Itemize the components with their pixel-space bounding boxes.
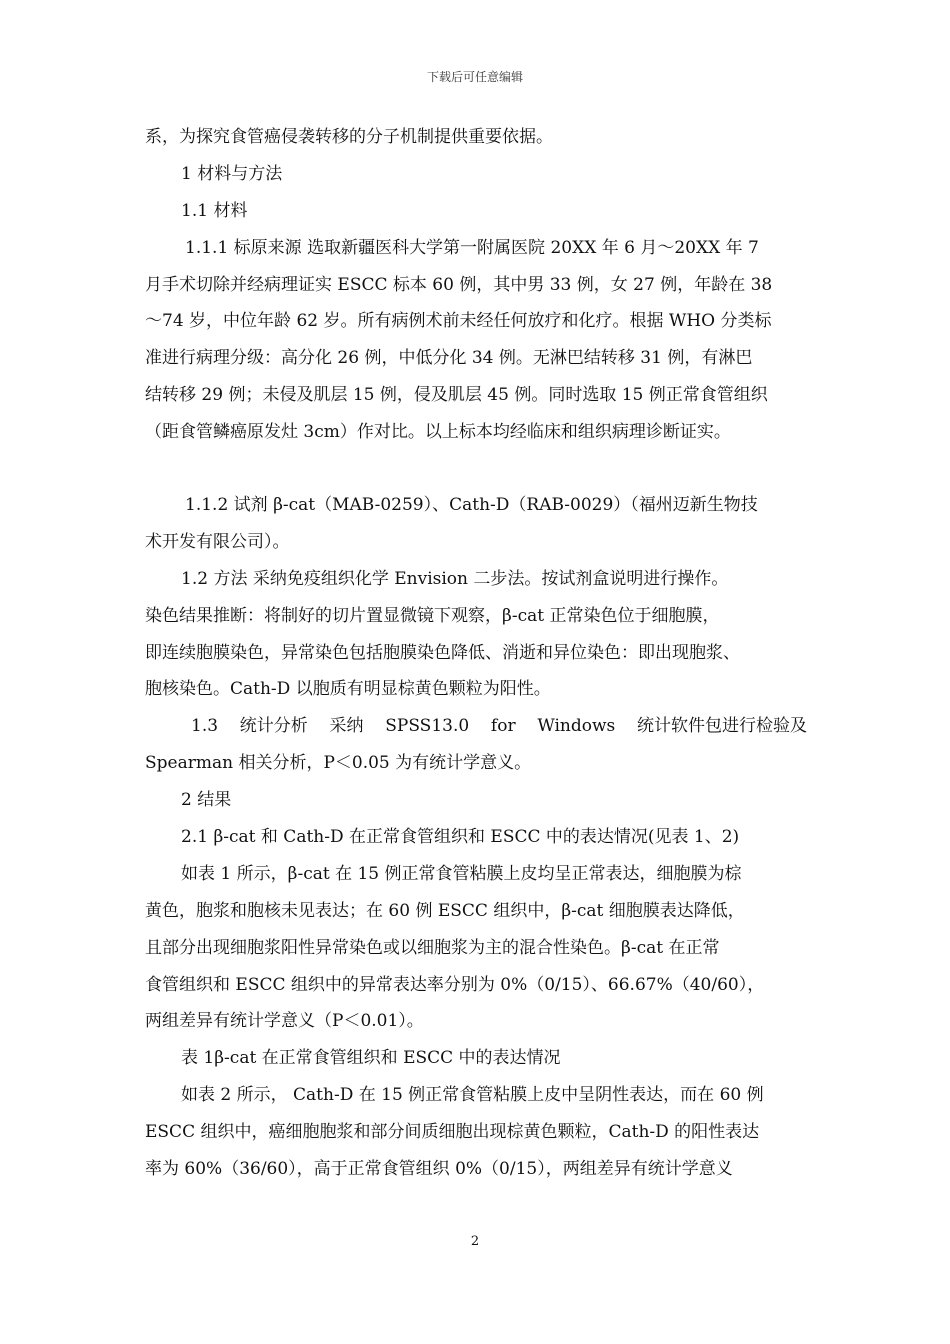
subsection-heading: 2.1 β-cat 和 Cath-D 在正常食管组织和 ESCC 中的表达情况(见表 1、2) [181, 827, 740, 848]
paragraph-line: 食管组织和 ESCC 组织中的异常表达率分别为 0%（0/15）、66.67%（40/60）， [145, 974, 765, 995]
table-caption: 表 1β-cat 在正常食管组织和 ESCC 中的表达情况 [181, 1048, 561, 1069]
paragraph-line: 月手术切除并经病理证实 ESCC 标本 60 例，其中男 33 例，女 27 例，年龄在 38 [145, 274, 773, 295]
paragraph-line: （距食管鳞癌原发灶 3cm）作对比。以上标本均经临床和组织病理诊断证实。 [145, 422, 731, 443]
paragraph-gap [145, 456, 807, 492]
text-segment: SPSS13.0 [385, 716, 470, 737]
paragraph-line: 如表 2 所示， Cath-D 在 15 例正常食管粘膜上皮中呈阴性表达，而在 60 例 [181, 1085, 764, 1106]
paragraph-line: 染色结果推断：将制好的切片置显微镜下观察，β-cat 正常染色位于细胞膜， [145, 605, 720, 626]
section-heading: 1 材料与方法 [181, 163, 283, 184]
paragraph-line: 准进行病理分级：高分化 26 例，中低分化 34 例。无淋巴结转移 31 例，有淋巴 [145, 348, 753, 369]
paragraph-line: 胞核染色。Cath-D 以胞质有明显棕黄色颗粒为阳性。 [145, 679, 551, 700]
text-segment: 1.3 [191, 716, 219, 737]
paragraph-line: 两组差异有统计学意义（P＜0.01）。 [145, 1011, 424, 1032]
paragraph-line: 率为 60%（36/60），高于正常食管组织 0%（0/15），两组差异有统计学意义 [145, 1159, 733, 1180]
paragraph-line: 结转移 29 例；未侵及肌层 15 例，侵及肌层 45 例。同时选取 15 例正常食管组织 [145, 385, 768, 406]
paragraph-line: ～74 岁，中位年龄 62 岁。所有病例术前未经任何放疗和化疗。根据 WHO 分类标 [145, 311, 772, 332]
paragraph-line: 1.1.2 试剂 β-cat（MAB-0259）、Cath-D（RAB-0029）（福州迈新生物技 [185, 495, 758, 516]
page-number: 2 [470, 1234, 480, 1249]
text-segment: 采纳 [329, 716, 364, 737]
paragraph-line: 如表 1 所示，β-cat 在 15 例正常食管粘膜上皮均呈正常表达，细胞膜为棕 [181, 863, 742, 884]
text-segment: for [490, 716, 516, 737]
subsection-heading: 1.1 材料 [181, 200, 248, 221]
paragraph-line: 1.2 方法 采纳免疫组织化学 Envision 二步法。按试剂盒说明进行操作。 [181, 568, 729, 589]
section-heading: 2 结果 [181, 790, 232, 811]
document-body [145, 124, 807, 1193]
page-header: 下载后可任意编辑 [426, 70, 523, 84]
paragraph-line: 且部分出现细胞浆阳性异常染色或以细胞浆为主的混合性染色。β-cat 在正常 [145, 937, 720, 958]
paragraph-line: ESCC 组织中，癌细胞胞浆和部分间质细胞出现棕黄色颗粒，Cath-D 的阳性表达 [145, 1122, 760, 1143]
paragraph-line: 术开发有限公司）。 [145, 531, 290, 552]
text-segment: Windows [537, 716, 616, 737]
text-segment: 统计软件包进行检验及 [637, 716, 807, 737]
paragraph-line: 1.1.1 标原来源 选取新疆医科大学第一附属医院 20XX 年 6 月～20XX 年 7 [185, 237, 759, 258]
paragraph-line: 即连续胞膜染色，异常染色包括胞膜染色降低、消逝和异位染色：即出现胞浆、 [145, 642, 740, 663]
paragraph-line: Spearman 相关分析，P＜0.05 为有统计学意义。 [145, 753, 532, 774]
paragraph-line-justified [145, 713, 807, 750]
paragraph-line: 系，为探究食管癌侵袭转移的分子机制提供重要依据。 [145, 127, 553, 147]
paragraph-line: 黄色，胞浆和胞核未见表达；在 60 例 ESCC 组织中，β-cat 细胞膜表达降低， [145, 900, 745, 921]
text-segment: 统计分析 [239, 716, 308, 737]
